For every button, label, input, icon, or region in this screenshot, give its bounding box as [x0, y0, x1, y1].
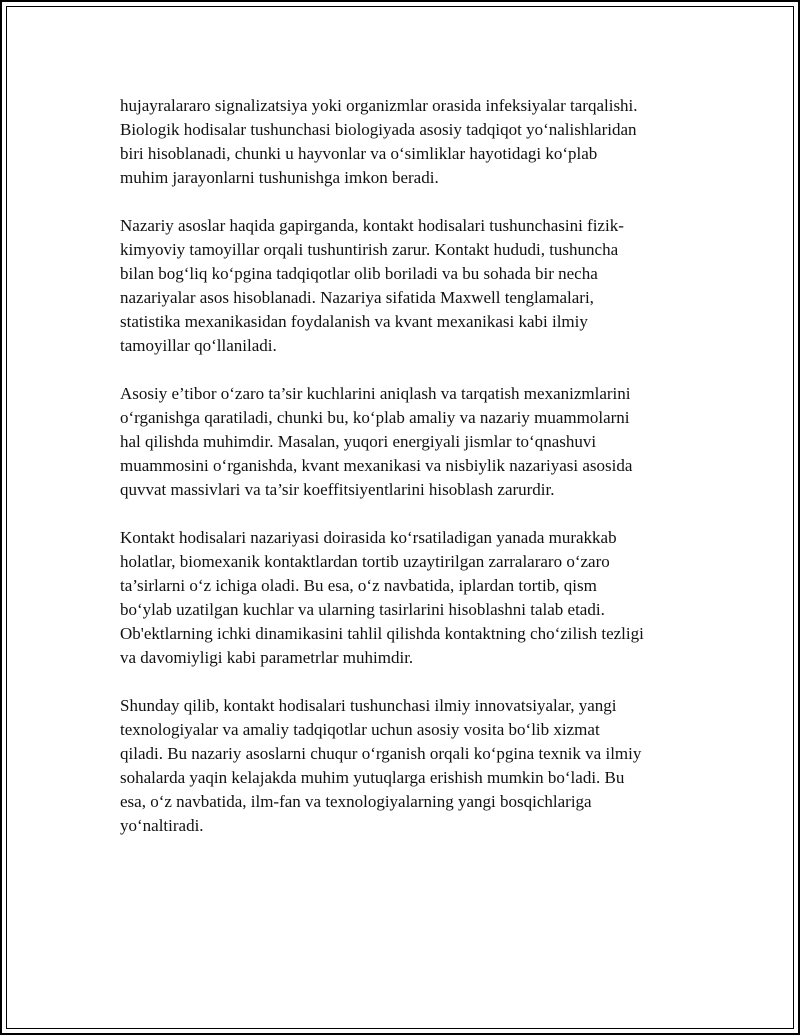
paragraph-4: Kontakt hodisalari nazariyasi doirasida ko‘rsatiladigan yanada murakkab holatlar, biomexanik kontaktlardan tortib uzaytirilgan zarralararo o‘zaro ta’sirlarni o‘z ichiga oladi. Bu esa, o‘z navbatida, iplardan tortib, qism bo‘ylab uzatilgan kuchlar va ularning tasirlarini hisoblashni talab etadi. Ob'ektlarning ichki dinamikasini tahlil qilishda kontaktning cho‘zilish tezligi va davomiyligi kabi parametrlar muhimdir. — [120, 528, 644, 667]
document-body — [120, 94, 690, 862]
paragraph-3: Asosiy e’tibor o‘zaro ta’sir kuchlarini aniqlash va tarqatish mexanizmlarini o‘rganishga qaratiladi, chunki bu, ko‘plab amaliy va nazariy muammolarni hal qilishda muhimdir. Masalan, yuqori energiyali jismlar to‘qnashuvi muammosini o‘rganishda, kvant mexanikasi va nisbiylik nazariyasi asosida quvvat massivlari va ta’sir koeffitsiyentlarini hisoblash zarurdir. — [120, 384, 633, 499]
paragraph-1: hujayralararo signalizatsiya yoki organizmlar orasida infeksiyalar tarqalishi. Biologik hodisalar tushunchasi biologiyada asosiy tadqiqot yo‘nalishlaridan biri hisoblanadi, chunki u hayvonlar va o‘simliklar hayotidagi ko‘plab muhim jarayonlarni tushunishga imkon beradi. — [120, 96, 638, 187]
paragraph-2: Nazariy asoslar haqida gapirganda, kontakt hodisalari tushunchasini fizik- kimyoviy tamoyillar orqali tushuntirish zarur. Kontakt hududi, tushuncha bilan bog‘liq ko‘pgina tadqiqotlar olib boriladi va bu sohada bir necha nazariyalar asos hisoblanadi. Nazariya sifatida Maxwell tenglamalari, statistika mexanikasidan foydalanish va kvant mexanikasi kabi ilmiy tamoyillar qo‘llaniladi. — [120, 216, 624, 355]
paragraph-5: Shunday qilib, kontakt hodisalari tushunchasi ilmiy innovatsiyalar, yangi texnologiyalar va amaliy tadqiqotlar uchun asosiy vosita bo‘lib xizmat qiladi. Bu nazariy asoslarni chuqur o‘rganish orqali ko‘pgina texnik va ilmiy sohalarda yaqin kelajakda muhim yutuqlarga erishish mumkin bo‘ladi. Bu esa, o‘z navbatida, ilm-fan va texnologiyalarning yangi bosqichlariga yo‘naltiradi. — [120, 696, 642, 835]
